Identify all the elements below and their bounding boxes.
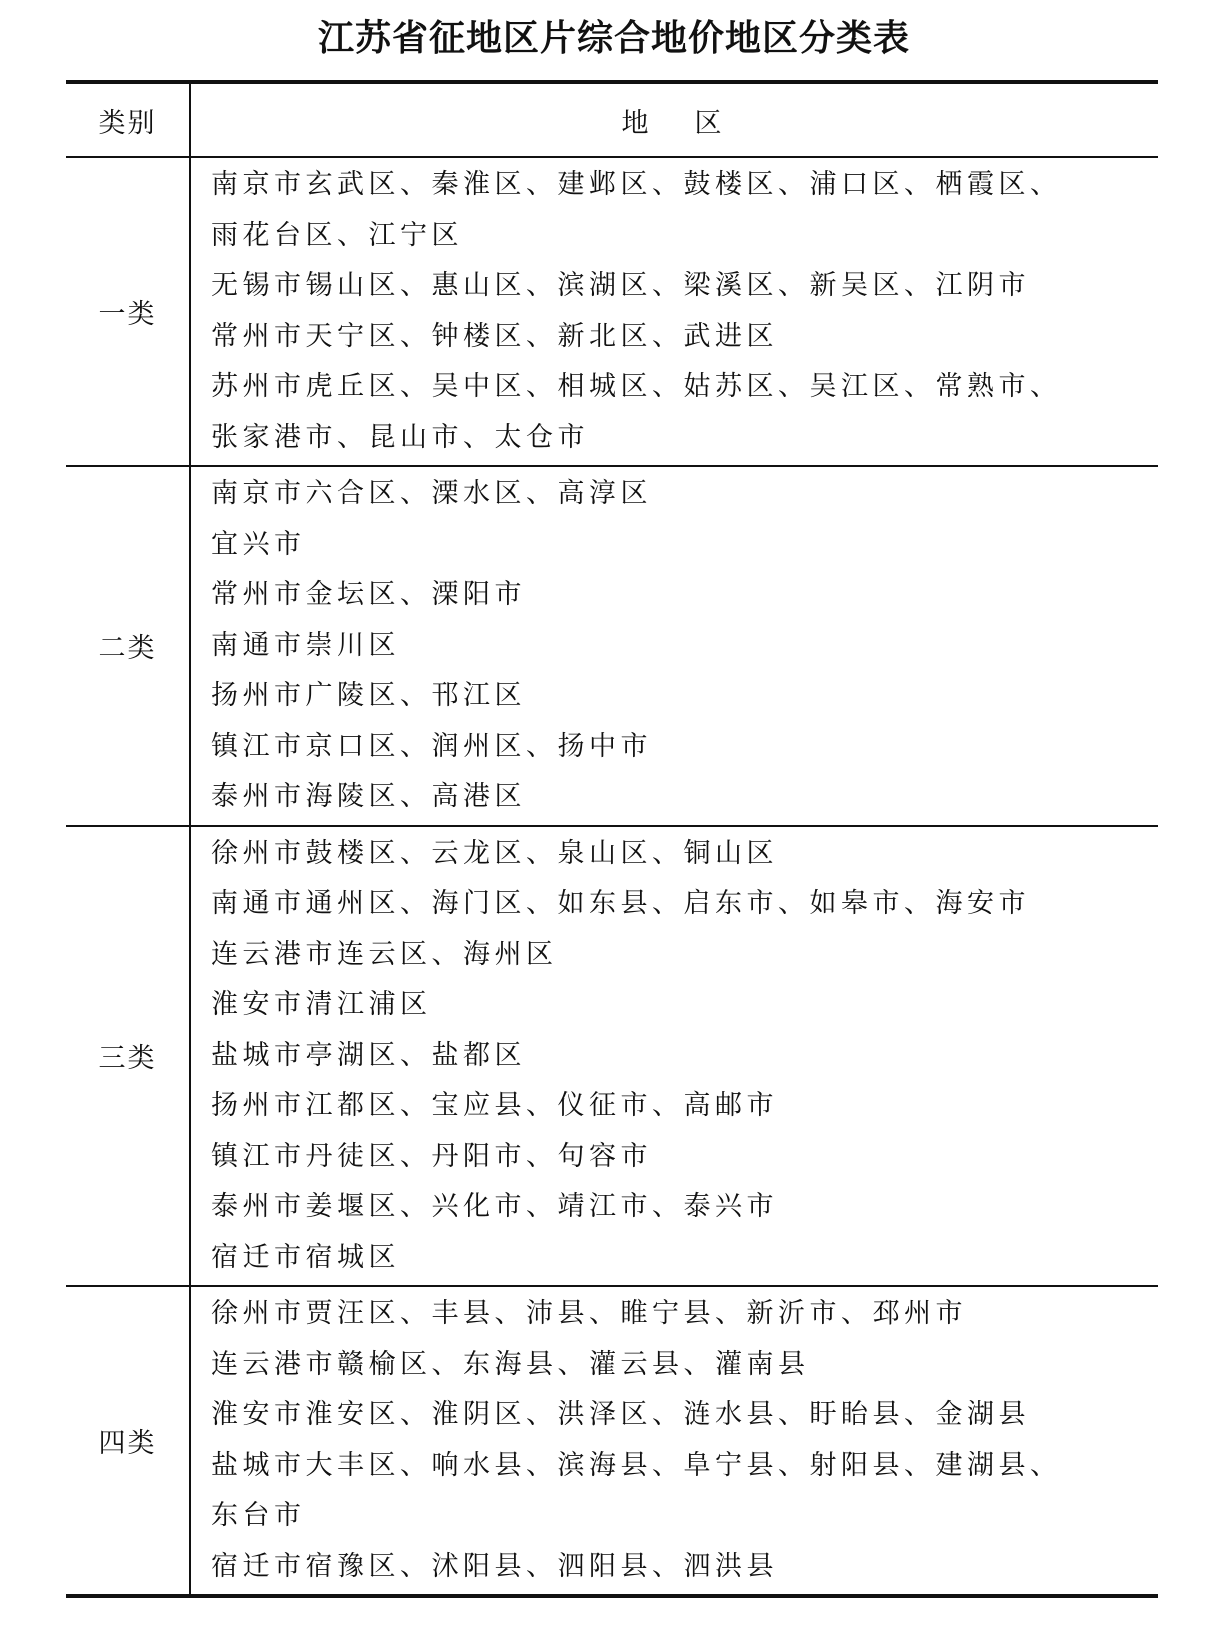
header-category: 类别 bbox=[66, 82, 190, 157]
table-header-row bbox=[66, 82, 1158, 157]
area-line: 泰州市海陵区、高港区 bbox=[211, 781, 526, 812]
area-cell bbox=[190, 1286, 1158, 1596]
area-line: 苏州市虎丘区、吴中区、相城区、姑苏区、吴江区、常熟市、 bbox=[211, 371, 1062, 402]
area-line: 宜兴市 bbox=[211, 528, 306, 560]
area-line: 无锡市锡山区、惠山区、滨湖区、梁溪区、新吴区、江阴市 bbox=[211, 270, 1030, 301]
area-line: 徐州市贾汪区、丰县、沛县、睢宁县、新沂市、邳州市 bbox=[211, 1298, 967, 1329]
area-line: 镇江市丹徒区、丹阳市、句容市 bbox=[211, 1140, 652, 1172]
page-title: 江苏省征地区片综合地价地区分类表 bbox=[317, 18, 910, 59]
area-line: 连云港市连云区、海州区 bbox=[211, 938, 558, 970]
category-cell: 一类 bbox=[66, 157, 190, 466]
area-line: 淮安市清江浦区 bbox=[211, 989, 432, 1020]
table-row bbox=[66, 1286, 1158, 1596]
area-line: 淮安市淮安区、淮阴区、洪泽区、涟水县、盱眙县、金湖县 bbox=[211, 1399, 1030, 1430]
area-cell bbox=[190, 157, 1158, 466]
area-cell bbox=[190, 466, 1158, 826]
area-line: 南通市崇川区 bbox=[211, 629, 400, 661]
area-line: 东台市 bbox=[211, 1500, 306, 1531]
table-row bbox=[66, 826, 1158, 1287]
category-cell: 三类 bbox=[66, 826, 190, 1287]
area-line: 宿迁市宿豫区、沭阳县、泗阳县、泗洪县 bbox=[211, 1550, 778, 1582]
area-line: 张家港市、昆山市、太仓市 bbox=[211, 421, 589, 453]
table-row bbox=[66, 157, 1158, 466]
area-line: 扬州市江都区、宝应县、仪征市、高邮市 bbox=[211, 1090, 778, 1121]
area-line: 雨花台区、江宁区 bbox=[211, 219, 463, 251]
area-line: 南京市玄武区、秦淮区、建邺区、鼓楼区、浦口区、栖霞区、 bbox=[211, 169, 1062, 200]
area-line: 扬州市广陵区、邗江区 bbox=[211, 680, 526, 711]
header-area: 地区 bbox=[190, 82, 1158, 157]
area-line: 南通市通州区、海门区、如东县、启东市、如皋市、海安市 bbox=[211, 888, 1030, 919]
area-line: 常州市金坛区、溧阳市 bbox=[211, 579, 526, 610]
area-line: 镇江市京口区、润州区、扬中市 bbox=[211, 730, 652, 762]
category-cell: 二类 bbox=[66, 466, 190, 826]
area-line: 盐城市大丰区、响水县、滨海县、阜宁县、射阳县、建湖县、 bbox=[211, 1449, 1062, 1481]
table-row bbox=[66, 466, 1158, 826]
region-classification-table bbox=[66, 80, 1158, 1598]
area-line: 泰州市姜堰区、兴化市、靖江市、泰兴市 bbox=[211, 1191, 778, 1222]
area-cell bbox=[190, 826, 1158, 1287]
area-line: 常州市天宁区、钟楼区、新北区、武进区 bbox=[211, 320, 778, 352]
area-line: 盐城市亭湖区、盐都区 bbox=[211, 1039, 526, 1071]
area-line: 宿迁市宿城区 bbox=[211, 1241, 400, 1273]
category-cell: 四类 bbox=[66, 1286, 190, 1596]
area-line: 徐州市鼓楼区、云龙区、泉山区、铜山区 bbox=[211, 837, 778, 869]
area-line: 南京市六合区、溧水区、高淳区 bbox=[211, 478, 652, 509]
area-line: 连云港市赣榆区、东海县、灌云县、灌南县 bbox=[211, 1348, 810, 1380]
